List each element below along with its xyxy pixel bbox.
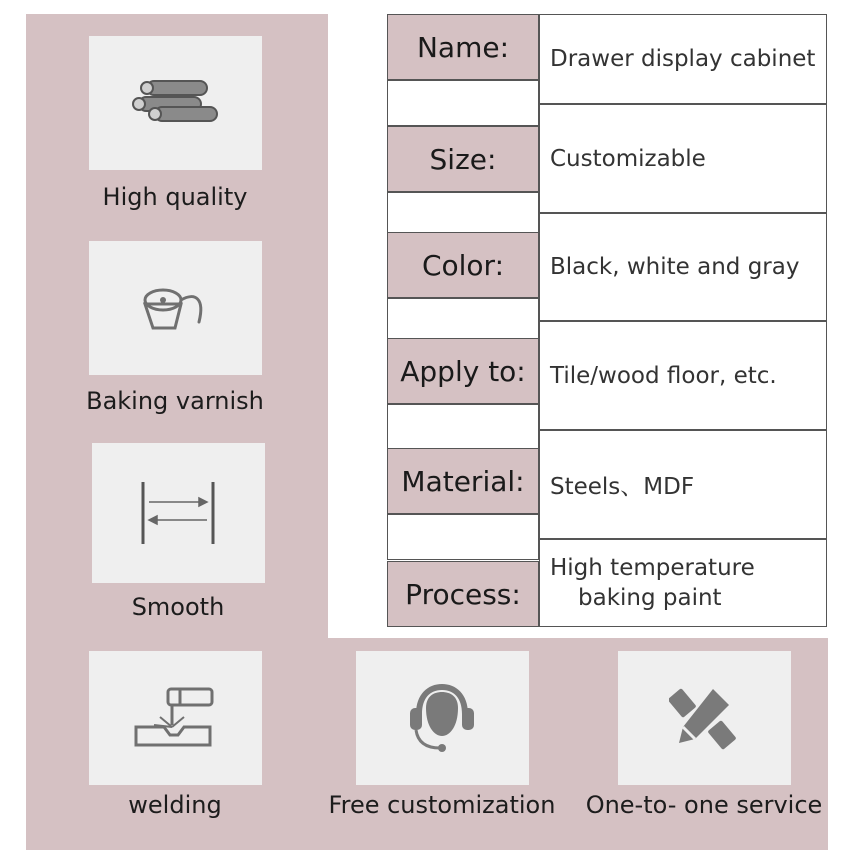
feature-caption: High quality xyxy=(102,183,248,211)
spec-label-apply-to: Apply to: xyxy=(387,338,539,404)
feature-caption: Baking varnish xyxy=(86,387,264,415)
headset-icon xyxy=(402,678,482,758)
spec-spacer xyxy=(387,404,539,450)
feature-tile xyxy=(92,443,265,583)
spec-value-size: Customizable xyxy=(539,104,827,213)
feature-caption: Free customization xyxy=(328,791,556,819)
spec-label-name: Name: xyxy=(387,14,539,80)
spec-value-name: Drawer display cabinet xyxy=(539,14,827,104)
feature-caption: One-to- one service xyxy=(585,791,823,819)
feature-tile xyxy=(89,36,262,170)
feature-welding xyxy=(55,651,295,819)
spec-value-color: Black, white and gray xyxy=(539,213,827,321)
feature-tile xyxy=(356,651,529,785)
feature-baking-varnish xyxy=(55,241,295,415)
feature-smooth xyxy=(58,443,298,621)
spec-label-size: Size: xyxy=(387,126,539,192)
spec-value-apply-to: Tile/wood floor, etc. xyxy=(539,321,827,430)
welding-icon xyxy=(130,683,220,753)
spec-value-process xyxy=(539,539,827,627)
spec-table xyxy=(387,14,827,627)
feature-one-to-one-service xyxy=(584,651,824,819)
feature-free-customization xyxy=(322,651,562,819)
spec-value-process-line2: baking paint xyxy=(578,585,722,611)
spec-label-color: Color: xyxy=(387,232,539,298)
feature-tile xyxy=(89,651,262,785)
pen-tool-icon xyxy=(669,683,739,753)
feature-high-quality xyxy=(55,36,295,211)
spec-label-material: Material: xyxy=(387,448,539,514)
feature-caption: Smooth xyxy=(131,593,225,621)
spec-spacer xyxy=(387,514,539,560)
feature-tile xyxy=(89,241,262,375)
spec-label-process: Process: xyxy=(387,561,539,627)
feature-tile xyxy=(618,651,791,785)
paint-bucket-icon xyxy=(135,278,215,338)
pipes-icon xyxy=(125,73,225,133)
spec-spacer xyxy=(387,80,539,126)
spec-value-material: Steels、MDF xyxy=(539,430,827,539)
smooth-arrows-icon xyxy=(133,478,223,548)
feature-caption: welding xyxy=(128,791,222,819)
spec-value-process-line1: High temperature xyxy=(550,555,755,581)
